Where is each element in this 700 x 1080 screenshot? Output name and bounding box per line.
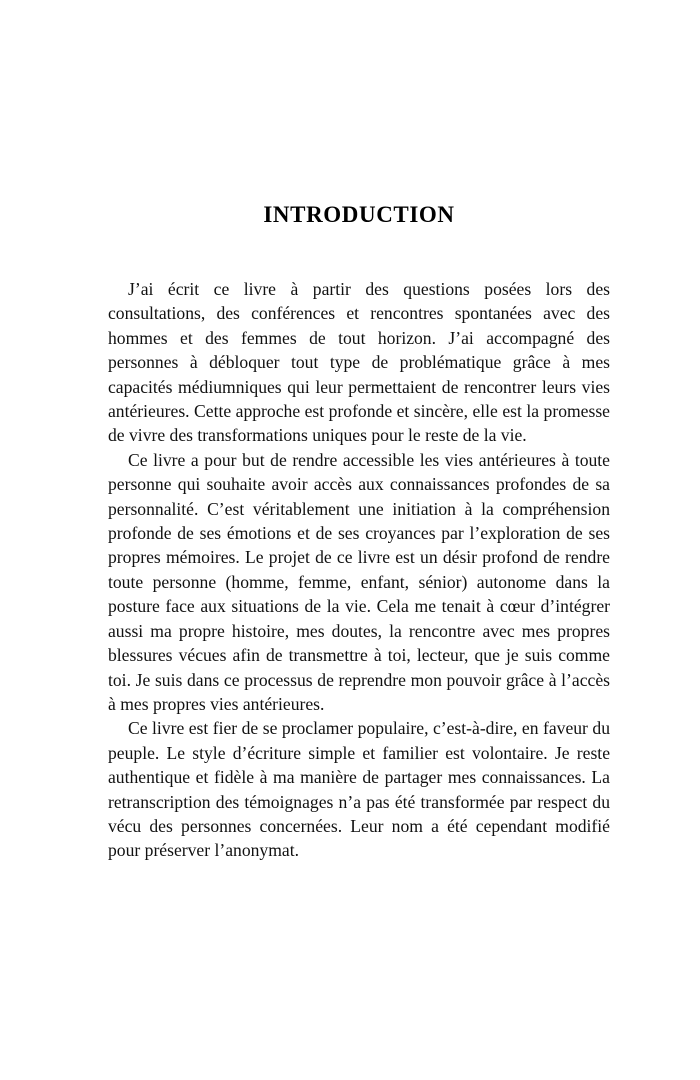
body-text: [108, 277, 610, 863]
paragraph-1: J’ai écrit ce livre à partir des questions posées lors des consultations, des conférences et rencontres spontanées avec des hommes et des femmes de tout horizon. J’ai accompagné des personnes à débloquer tout type de problématique grâce à mes capacités médiumniques qui leur permettaient de rencontrer leurs vies antérieures. Cette approche est profonde et sincère, elle est la promesse de vivre des transformations uniques pour le reste de la vie.: [108, 279, 610, 446]
chapter-title: INTRODUCTION: [263, 202, 455, 227]
paragraph-3: Ce livre est fier de se proclamer populaire, c’est-à-dire, en faveur du peuple. Le style d’écriture simple et familier est volontaire. Je reste authentique et fidèle à ma manière de partager mes connaissances. La retranscription des témoignages n’a pas été transformée par respect du vécu des personnes concernées. Leur nom a été cependant modifié pour préserver l’anonymat.: [108, 718, 610, 861]
paragraph-2: Ce livre a pour but de rendre accessible les vies antérieures à toute personne qui souhaite avoir accès aux connaissances profondes de sa personnalité. C’est véritablement une initiation à la compréhension profonde de ses émotions et de ses croyances par l’exploration de ses propres mémoires. Le projet de ce livre est un désir profond de rendre toute personne (homme, femme, enfant, sénior) autonome dans la posture face aux situations de la vie. Cela me tenait à cœur d’intégrer aussi ma propre histoire, mes doutes, la rencontre avec mes propres blessures vécues afin de transmettre à toi, lecteur, que je suis comme toi. Je suis dans ce processus de reprendre mon pouvoir grâce à l’accès à mes propres vies antérieures.: [108, 449, 610, 714]
